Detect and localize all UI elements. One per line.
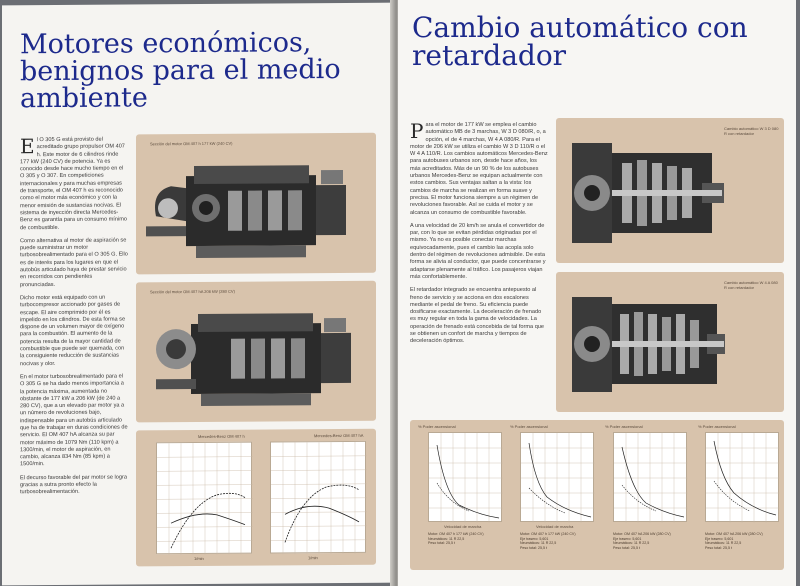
gradeability-header-4: % Poder ascensional xyxy=(698,424,736,429)
right-paragraph: A una velocidad de 20 km/h se anula el convertidor de par, con lo que se evitan pérdidas originadas por el mismo. Ya no es posible conectar marchas equivocadamente, pues el cambio las acopla solo dentro del régimen de revoluciones admisible. De esta forma se alivia al conductor, que puede concentrarse y adaptarse plenamente al tráfico. Los pasajeros viajan más confortablemente. xyxy=(410,222,546,280)
engine-cutaway-drawing-2 xyxy=(146,293,366,420)
chart-x-label-2: 1/min xyxy=(308,555,318,561)
torque-chart-1 xyxy=(156,442,252,555)
gradeability-chart-1 xyxy=(428,432,502,522)
right-page-title: Cambio automático con retardador xyxy=(412,11,748,72)
spec-block-1: Motor: OM 407 h 177 kW (240 CV) Neumáticos: 11 R 22,5 Peso total: 25,5 t xyxy=(428,532,484,546)
engine-panel-2 xyxy=(136,281,376,423)
gearbox-panel-1 xyxy=(556,118,784,263)
torque-curve-graph-1 xyxy=(157,443,253,556)
left-page xyxy=(2,3,394,586)
gradeability-graph-2 xyxy=(521,433,595,523)
gradeability-chart-2 xyxy=(520,432,594,522)
chart-header-2: Mercedes-Benz OM 407 hA xyxy=(314,432,364,439)
left-paragraph: El O 305 G está provisto del acreditado grupo propulsor OM 407 h. Este motor de 6 cilindros rinde 177 kW (240 CV) de potencia. Ya es conocido desde hace mucho tiempo en el O 305 y O 307. En competiciones internacionales y para muchas empresas de transporte, el OM 407 h es reconocido como el motor más económico y con la menor emisión de sustancias nocivas. El sistema de inyección directa Mercedes-Benz es garantía para un consumo mínimo de combustible. xyxy=(20,134,127,231)
torque-chart-2 xyxy=(270,441,366,554)
spec-block-2: Motor: OM 407 h 177 kW (240 CV) Eje trasero: 5,601 Neumáticos: 11 R 22,5 Peso total: 25,5 t xyxy=(520,532,576,550)
left-body-text xyxy=(20,136,128,502)
gearbox-caption-2: Cambio automático W 4 A 080 R con retardador xyxy=(724,280,778,290)
gearbox-panel-2 xyxy=(556,272,784,412)
gradeability-chart-4 xyxy=(705,432,779,522)
left-paragraph: El decurso favorable del par motor se logra gracias a sutra pronto efecto la turbosobrealimentación. xyxy=(20,474,127,496)
spec-block-4: Motor: OM 407 hA 206 kW (280 CV) Eje trasero: 5,601 Neumáticos: 11 R 22,5 Peso total: 25,5 t xyxy=(705,532,763,550)
gradeability-x-label-2: Velocidad de marcha xyxy=(536,524,574,529)
gradeability-graph-4 xyxy=(706,433,780,523)
gradeability-x-label-1: Velocidad de marcha xyxy=(444,524,482,529)
right-paragraph: Para el motor de 177 kW se emplea el cambio automático MB de 3 marchas, W 3 D 080/R, o, a opción, el de 4 marchas, W 4 A 080/R. Para el motor de 206 kW se utiliza el cambio W 3 D 110/R o el W 4 A 110/R. Los cambios automáticos Mercedes-Benz para autobuses urbanos son, desde hace años, los más acreditados. Más de un 90 % de los autobuses urbanos Mercedes-Benz se equipan actualmente con estos cambios. Sus ventajas saltan a la vista: los cambios de marcha se realizan en forma suave y precisa. El motor funciona siempre a un régimen de revoluciones favorable. Así se cuida el motor y se alcanza un consumo de combustible favorable. xyxy=(410,119,548,216)
engine-panel-1 xyxy=(136,133,376,275)
engine-caption-1: Sección del motor OM 407 h 177 kW (240 CV) xyxy=(150,140,233,147)
right-paragraph: El retardador integrado se encuentra antepuesto al freno de servicio y se acciona en dos escalones mediante el pedal de freno. Su eficiencia puede dosificarse exactamente. La deceleración de frenado es muy regular en toda la gama de velocidades. La operación de frenado está concebida de tal forma que se obtienen un confort de marcha y tiempos de deceleración óptimos. xyxy=(410,287,545,345)
gearbox-caption-1: Cambio automático W 3 D 080 R con retardador xyxy=(724,126,779,136)
chart-x-label-1: 1/min xyxy=(194,555,204,562)
gradeability-header-3: % Poder ascensional xyxy=(605,424,643,429)
torque-curve-graph-2 xyxy=(271,442,367,555)
left-paragraph: En el motor turbosobrealimentado para el O 305 G se ha dado menos importancia a la potencia máxima, aumentada no obstante de 177 kW a 206 kW (de 240 a 280 CV), que a un elevado par motor ya a un número de revoluciones bajo, indispensable para un autobús articulado que ha de trabajar en duras condiciones de servicio. El OM 407 hA alcanza su par motor máximo de 1079 Nm (110 kpm) a 1300/min, el motor de aspiración, en cambio, alcanza 834 Nm (85 kpm) a 1500/min. xyxy=(20,373,128,468)
gradeability-header-1: % Poder ascensional xyxy=(418,424,456,429)
gradeability-header-2: % Poder ascensional xyxy=(510,424,548,429)
spec-block-3: Motor: OM 407 hA 206 kW (280 CV) Eje trasero: 5,601 Neumáticos: 11 R 22,5 Peso total: 25,5 t xyxy=(613,532,671,550)
left-paragraph: Dicho motor está equipado con un turbocompresor accionado por gases de escape. El aire comprimido por él es impelido en los cilindros. De esta forma se dispone de un volumen mayor de oxígeno para la combustión. El aumento de la potencia resulta de la mayor cantidad de combustible que puede ser quemada, con la consiguiente reducción de sustancias nocivas y olor. xyxy=(20,294,126,367)
left-paragraph: Como alternativa al motor de aspiración se puede suministrar un motor turbosobrealimentado para el O 305 G. Ello es de interés para los lugares en que el autobús articulado haya de prestar servicio en recorridos con pendientes pronunciadas. xyxy=(20,237,128,288)
gearbox-cutaway-drawing-1 xyxy=(562,128,727,258)
gradeability-graph-3 xyxy=(614,433,688,523)
gradeability-chart-3 xyxy=(613,432,687,522)
engine-caption-2: Sección del motor OM 407 hA 206 kW (280 CV) xyxy=(150,288,235,295)
left-page-title: Motores económicos, benignos para el medio ambiente xyxy=(20,27,341,115)
chart-header-1: Mercedes-Benz OM 407 h xyxy=(198,433,245,439)
dropcap-letter: E xyxy=(20,134,35,159)
right-body-text xyxy=(410,119,548,352)
torque-charts-panel xyxy=(136,429,376,567)
gradeability-charts-panel xyxy=(410,420,784,570)
dropcap-letter: P xyxy=(410,119,424,143)
gearbox-cutaway-drawing-2 xyxy=(562,282,727,407)
right-page xyxy=(398,0,796,586)
gradeability-graph-1 xyxy=(429,433,503,523)
engine-cutaway-drawing-1 xyxy=(146,145,366,272)
